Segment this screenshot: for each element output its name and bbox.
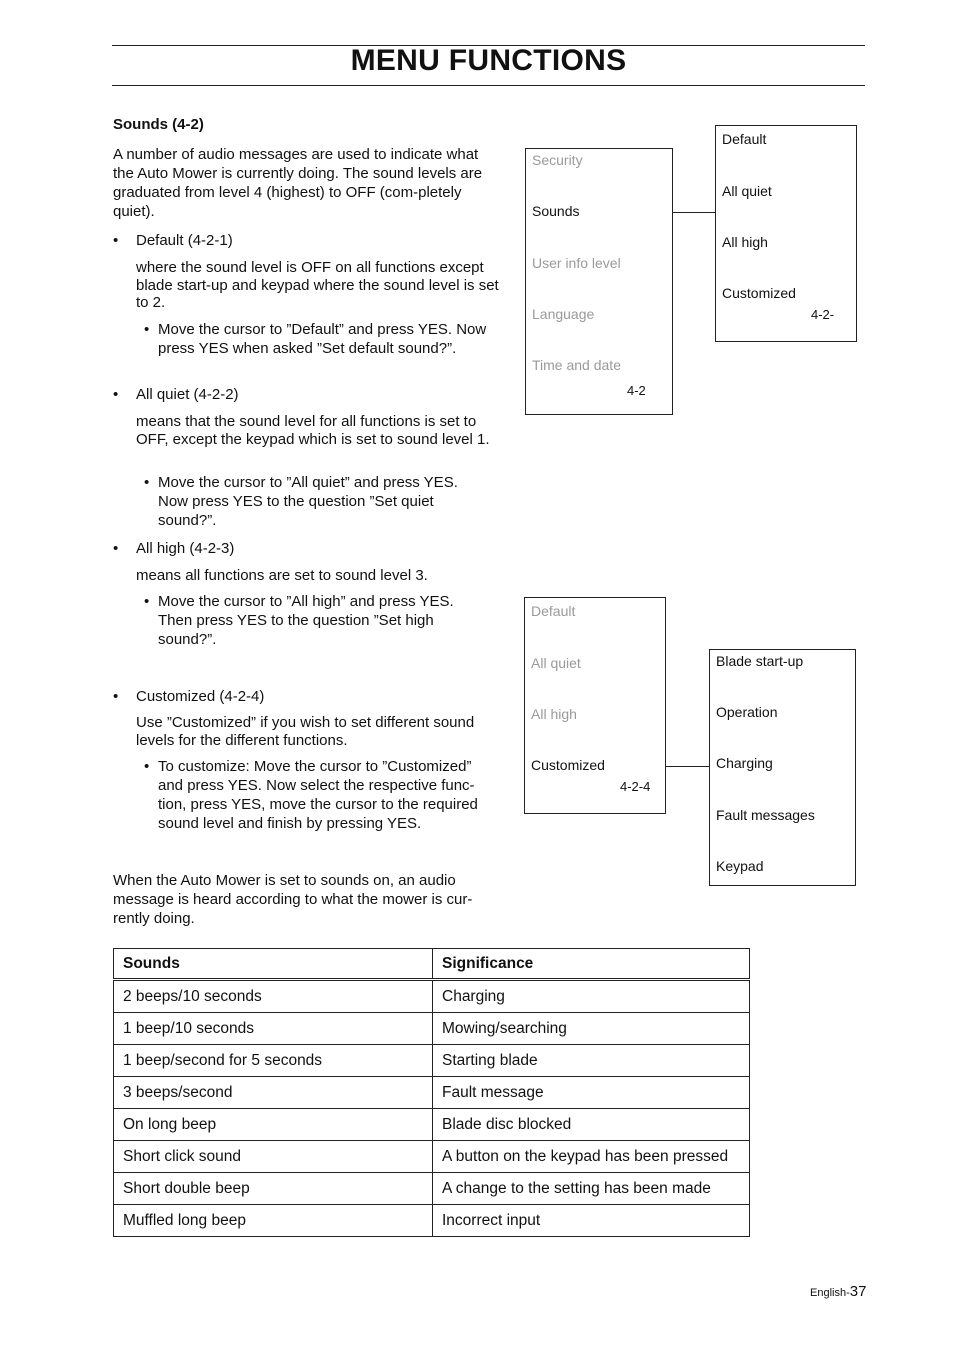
intro-paragraph: A number of audio messages are used to indicate what the Auto Mower is currently doing. The sound levels are graduated from level 4 (highest) to OFF (com-pletely quiet). bbox=[113, 146, 483, 220]
item-step-all-high: Move the cursor to ”All high” and press YES. Then press YES to the question ”Set high sound?”. bbox=[158, 593, 454, 648]
menu-item-time-and-date: Time and date bbox=[532, 357, 621, 373]
item-label-default: Default (4-2-1) bbox=[136, 232, 233, 249]
table-cell: Short click sound bbox=[114, 1141, 433, 1173]
connector-line bbox=[666, 766, 709, 767]
menu-item-sounds: Sounds bbox=[532, 203, 580, 219]
submenu-item-default: Default bbox=[722, 131, 767, 147]
table-row bbox=[114, 1173, 750, 1205]
menu-item-customized: Customized bbox=[531, 757, 605, 773]
table-cell: 1 beep/10 seconds bbox=[114, 1013, 433, 1045]
table-row bbox=[114, 980, 750, 1013]
menu-item-security: Security bbox=[532, 152, 583, 168]
table-cell: Mowing/searching bbox=[433, 1013, 750, 1045]
menu-code: 4-2-4 bbox=[620, 779, 651, 794]
table-cell: Muffled long beep bbox=[114, 1205, 433, 1237]
bullet-marker: • bbox=[113, 540, 119, 557]
table-cell: Blade disc blocked bbox=[433, 1109, 750, 1141]
submenu-item-blade-start-up: Blade start-up bbox=[716, 653, 804, 669]
sub-bullet-marker: • bbox=[144, 321, 150, 338]
item-step-default: Move the cursor to ”Default” and press YES. Now press YES when asked ”Set default sound?”. bbox=[158, 321, 487, 357]
table-row bbox=[114, 1109, 750, 1141]
table-row bbox=[114, 1141, 750, 1173]
bullet-marker: • bbox=[113, 386, 119, 403]
footer-language: English- bbox=[810, 1287, 850, 1299]
page-footer bbox=[810, 1283, 866, 1300]
table-cell: Incorrect input bbox=[433, 1205, 750, 1237]
table-cell: A change to the setting has been made bbox=[433, 1173, 750, 1205]
submenu-item-fault-messages: Fault messages bbox=[716, 807, 815, 823]
item-label-all-quiet: All quiet (4-2-2) bbox=[136, 386, 239, 403]
page-title: MENU FUNCTIONS bbox=[350, 44, 627, 77]
table-header-cell: Significance bbox=[433, 949, 750, 980]
submenu-code: 4-2- bbox=[811, 307, 835, 322]
bullet-marker: • bbox=[113, 688, 119, 705]
table-cell: 2 beeps/10 seconds bbox=[114, 980, 433, 1013]
table-header-row bbox=[114, 949, 750, 980]
sub-bullet-marker: • bbox=[144, 758, 150, 775]
menu-box-4-2 bbox=[525, 148, 673, 415]
header-rule-bottom bbox=[112, 85, 865, 86]
menu-item-all-high: All high bbox=[531, 706, 577, 722]
submenu-item-keypad: Keypad bbox=[716, 858, 764, 874]
page-number: 37 bbox=[849, 1283, 867, 1300]
bullet-marker: • bbox=[113, 232, 119, 249]
table-cell: A button on the keypad has been pressed bbox=[433, 1141, 750, 1173]
connector-line bbox=[673, 212, 715, 213]
submenu-box-customized bbox=[709, 649, 856, 886]
sub-bullet-marker: • bbox=[144, 593, 150, 610]
item-label-customized: Customized (4-2-4) bbox=[136, 688, 265, 705]
item-step-customized: To customize: Move the cursor to ”Customized” and press YES. Now select the respective func-tion, press YES, move the cursor to the required sound level and finish by pressing YES. bbox=[158, 758, 478, 832]
table-row bbox=[114, 1013, 750, 1045]
submenu-item-charging: Charging bbox=[716, 755, 773, 771]
menu-item-default: Default bbox=[531, 603, 576, 619]
table-cell: Charging bbox=[433, 980, 750, 1013]
item-desc-all-quiet: means that the sound level for all functions is set to OFF, except the keypad which is set to sound level 1. bbox=[136, 413, 490, 448]
item-desc-all-high: means all functions are set to sound level 3. bbox=[136, 567, 428, 584]
menu-code: 4-2 bbox=[627, 383, 646, 398]
submenu-item-all-quiet: All quiet bbox=[722, 183, 772, 199]
sub-bullet-marker: • bbox=[144, 474, 150, 491]
table-cell: Fault message bbox=[433, 1077, 750, 1109]
table-row bbox=[114, 1205, 750, 1237]
table-cell: 3 beeps/second bbox=[114, 1077, 433, 1109]
table-row bbox=[114, 1045, 750, 1077]
table-row bbox=[114, 1077, 750, 1109]
submenu-box-4-2 bbox=[715, 125, 857, 342]
sounds-table bbox=[113, 948, 750, 1237]
submenu-item-customized: Customized bbox=[722, 285, 796, 301]
item-desc-default: where the sound level is OFF on all functions except blade start-up and keypad where the sound level is set to 2. bbox=[136, 259, 499, 311]
item-desc-customized: Use ”Customized” if you wish to set different sound levels for the different functions. bbox=[136, 714, 475, 749]
menu-item-language: Language bbox=[532, 306, 595, 322]
section-heading: Sounds (4-2) bbox=[113, 116, 204, 133]
menu-item-user-info-level: User info level bbox=[532, 255, 621, 271]
table-cell: Short double beep bbox=[114, 1173, 433, 1205]
closing-paragraph: When the Auto Mower is set to sounds on, an audio message is heard according to what the mower is cur-rently doing. bbox=[113, 872, 473, 927]
item-step-all-quiet: Move the cursor to ”All quiet” and press YES. Now press YES to the question ”Set quiet sound?”. bbox=[158, 474, 458, 529]
table-cell: 1 beep/second for 5 seconds bbox=[114, 1045, 433, 1077]
submenu-item-all-high: All high bbox=[722, 234, 768, 250]
table-cell: On long beep bbox=[114, 1109, 433, 1141]
item-label-all-high: All high (4-2-3) bbox=[136, 540, 235, 557]
menu-box-4-2-4 bbox=[524, 597, 666, 814]
menu-item-all-quiet: All quiet bbox=[531, 655, 581, 671]
table-cell: Starting blade bbox=[433, 1045, 750, 1077]
submenu-item-operation: Operation bbox=[716, 704, 778, 720]
table-header-cell: Sounds bbox=[114, 949, 433, 980]
